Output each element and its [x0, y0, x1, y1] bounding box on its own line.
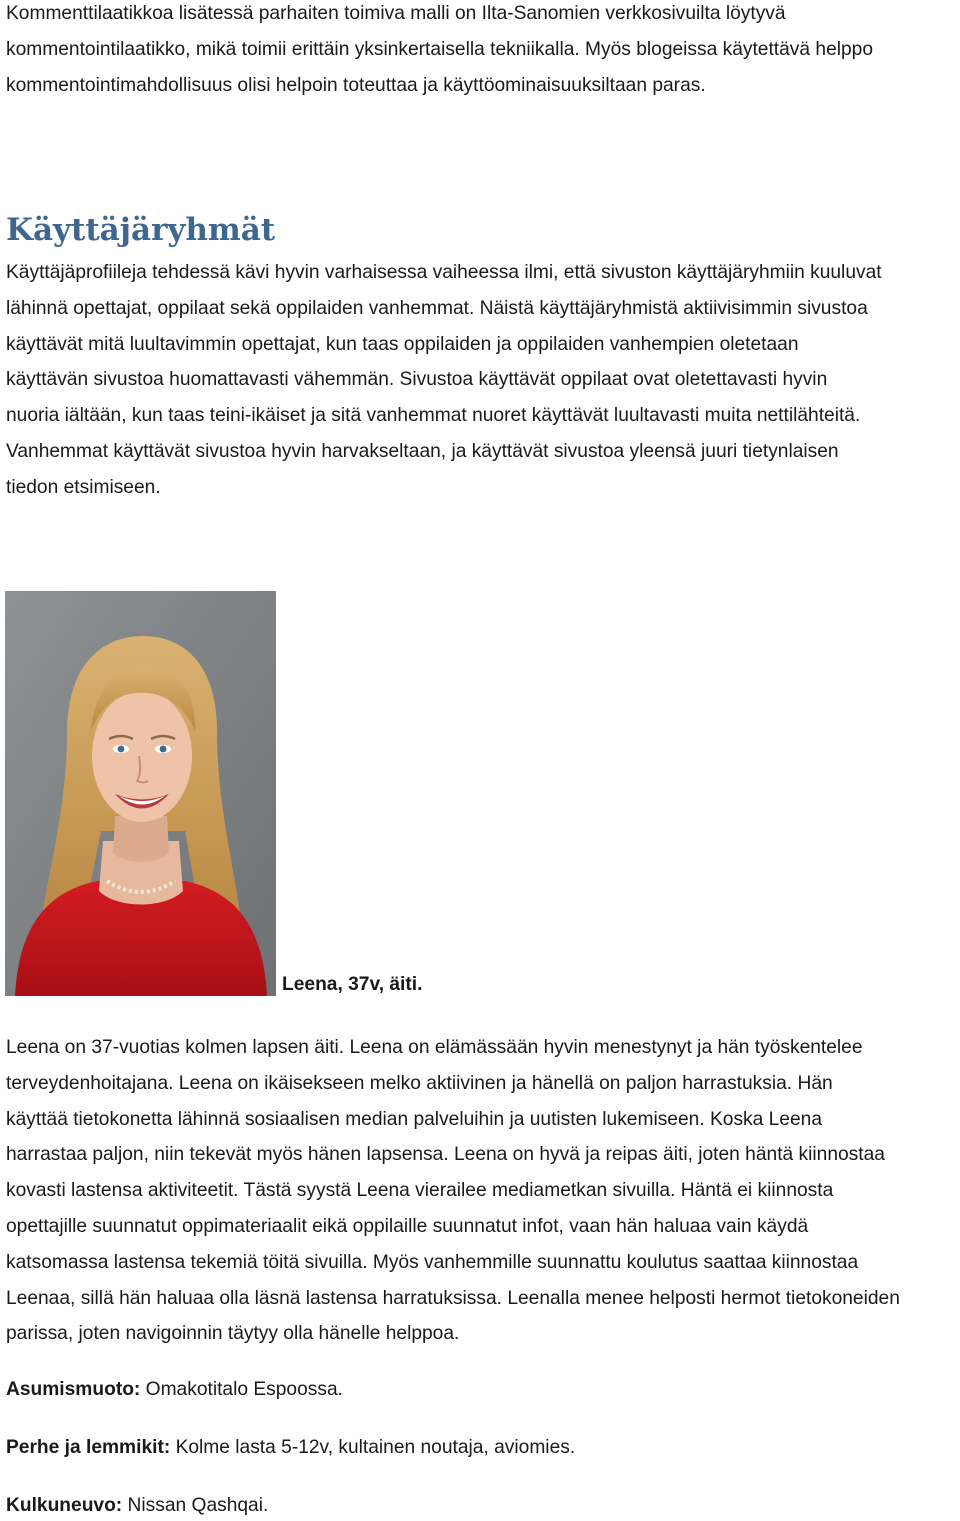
intro-paragraph: [6, 0, 960, 103]
vehicle-value: Nissan Qashqai.: [122, 1495, 269, 1516]
text-line: käyttävät mitä luultavimmin opettajat, kun taas oppilaiden ja oppilaiden vanhempien oletetaan: [6, 333, 799, 355]
family-label: Perhe ja lemmikit:: [6, 1437, 171, 1458]
housing-label: Asumismuoto:: [6, 1379, 141, 1400]
housing-value: Omakotitalo Espoossa.: [140, 1379, 343, 1400]
text-line: Vanhemmat käyttävät sivustoa hyvin harvakseltaan, ja käyttävät sivustoa yleensä juuri tietynlaisen: [6, 440, 839, 462]
text-line: kommentointilaatikko, mikä toimii erittäin yksinkertaisella tekniikalla. Myös blogeissa käytettävä helppo: [6, 38, 874, 60]
text-line: nuoria iältään, kun taas teini-ikäiset ja sitä vanhemmat nuoret käyttävät luultavasti muita nettilähteitä.: [6, 405, 861, 427]
text-line: tiedon etsimiseen.: [6, 476, 161, 498]
text-line: lähinnä opettajat, oppilaat sekä oppilaiden vanhemmat. Näistä käyttäjäryhmistä aktiivisimmin sivustoa: [6, 297, 868, 319]
user-groups-paragraph: [6, 255, 960, 506]
persona-photo: [5, 591, 276, 996]
housing-field: [6, 1379, 343, 1401]
text-line: katsomassa lastensa tekemiä töitä sivuilla. Myös vanhemmille suunnattu koulutus saattaa kiinnostaa: [6, 1251, 859, 1273]
text-line: parissa, joten navigoinnin täytyy olla hänelle helppoa.: [6, 1323, 460, 1345]
family-value: Kolme lasta 5-12v, kultainen noutaja, aviomies.: [170, 1437, 576, 1458]
family-field: [6, 1437, 575, 1459]
section-heading: Käyttäjäryhmät: [6, 212, 276, 248]
vehicle-label: Kulkuneuvo:: [6, 1495, 123, 1516]
text-line: harrastaa paljon, niin tekevät myös hänen lapsensa. Leena on hyvä ja reipas äiti, joten häntä kiinnostaa: [6, 1144, 885, 1166]
text-line: käyttää tietokonetta lähinnä sosiaalisen median palveluihin ja uutisten lukemiseen. Koska Leena: [6, 1108, 822, 1130]
vehicle-field: [6, 1495, 268, 1517]
text-line: kommentointimahdollisuus olisi helpoin toteuttaa ja käyttöominaisuuksiltaan paras.: [6, 74, 706, 96]
text-line: kovasti lastensa aktiviteetit. Tästä syystä Leena vierailee mediametkan sivuilla. Häntä ei kiinnosta: [6, 1180, 834, 1202]
text-line: Kommenttilaatikkoa lisätessä parhaiten toimiva malli on Ilta-Sanomien verkkosivuilta löytyvä: [6, 3, 786, 24]
text-line: Leenaa, sillä hän haluaa olla läsnä lastensa harratuksissa. Leenalla menee helposti hermot tietokoneiden: [6, 1287, 900, 1309]
text-line: käyttävän sivustoa huomattavasti vähemmän. Sivustoa käyttävät oppilaat ovat oletettavasti hyvin: [6, 369, 828, 391]
persona-description: [6, 1030, 960, 1352]
text-line: opettajille suunnatut oppimateriaalit eikä oppilaille suunnatut infot, vaan hän haluaa vain käydä: [6, 1215, 809, 1237]
text-line: Leena on 37-vuotias kolmen lapsen äiti. Leena on elämässään hyvin menestynyt ja hän työskentelee: [6, 1037, 863, 1058]
text-line: Käyttäjäprofiileja tehdessä kävi hyvin varhaisessa vaiheessa ilmi, että sivuston käyttäjäryhmiin kuuluvat: [6, 262, 882, 283]
persona-caption: Leena, 37v, äiti.: [282, 974, 423, 995]
text-line: terveydenhoitajana. Leena on ikäisekseen melko aktiivinen ja hänellä on paljon harrastuksia. Hän: [6, 1072, 833, 1094]
